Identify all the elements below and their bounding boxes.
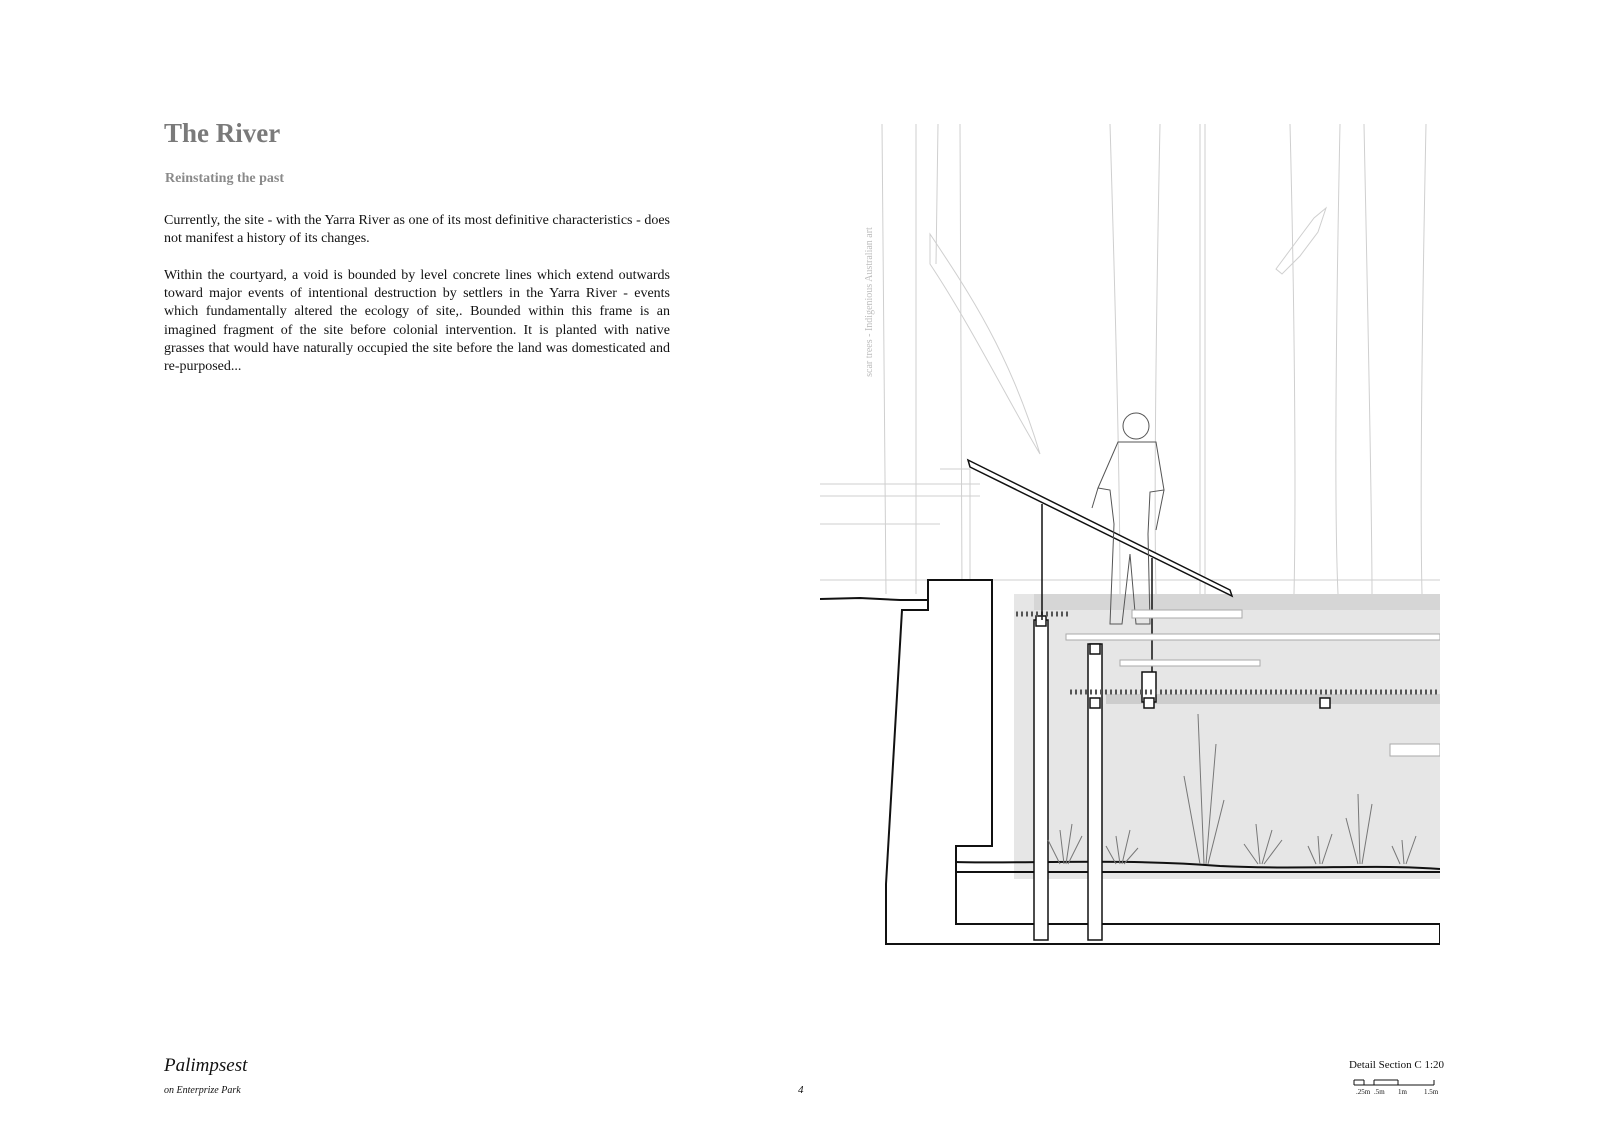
detail-section-label: Detail Section C 1:20 — [1348, 1059, 1444, 1071]
body-paragraph-1: Currently, the site - with the Yarra River as one of its most definitive characteristics - does not manifest a history of its changes. — [164, 213, 670, 247]
project-subtitle: on Enterprize Park — [164, 1085, 241, 1096]
body-paragraph-2: Within the courtyard, a void is bounded by level concrete lines which extend outwards toward major events of intentional destruction by settlers in the Yarra River - events which fundamentally altered the ecology of site,. Bounded within this frame is an imagined fragment of the site before colonial intervention. It is planted with native grasses that would have naturally occupied the site before the land was domesticated and re-purposed... — [164, 268, 670, 375]
page-number: 4 — [798, 1084, 804, 1096]
scale-tick-label: 1m — [1398, 1088, 1407, 1096]
background-trees — [820, 124, 1440, 594]
page-subtitle: Reinstating the past — [165, 171, 285, 186]
page-title: The River — [164, 118, 281, 148]
detail-section-drawing — [820, 124, 1440, 984]
scale-tick-label: .5m — [1374, 1088, 1385, 1096]
scale-bar — [1352, 1077, 1436, 1087]
human-figure — [1092, 413, 1164, 624]
project-title: Palimpsest — [164, 1055, 248, 1076]
walkway-fill — [1034, 594, 1440, 610]
vertical-annotation: scar trees - Indigenious Australian art — [864, 227, 875, 377]
scale-tick-label: 1.5m — [1424, 1088, 1439, 1096]
scale-tick-label: .25m — [1356, 1088, 1371, 1096]
ground-line — [820, 598, 928, 600]
